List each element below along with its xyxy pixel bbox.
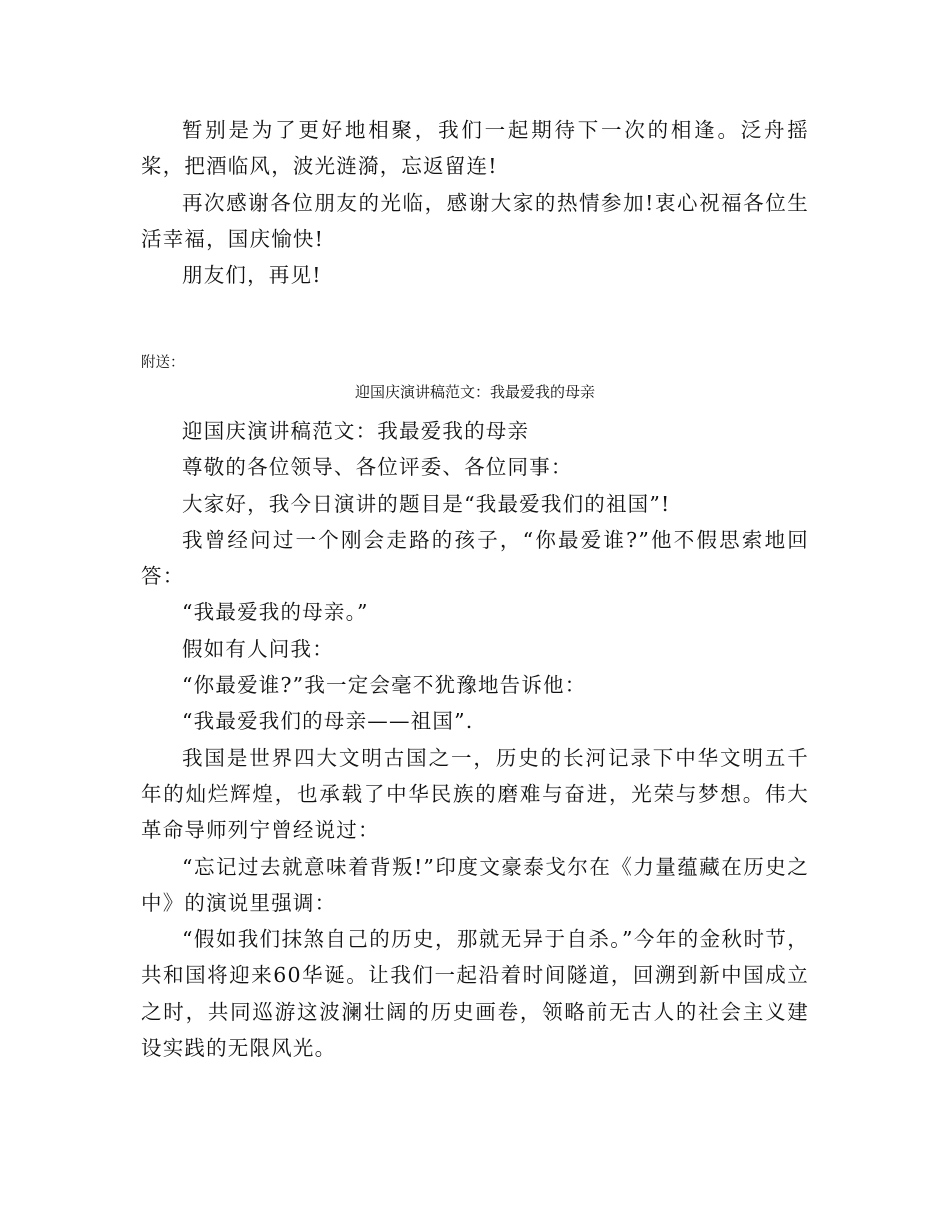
speech-paragraph: 大家好，我今日演讲的题目是“我最爱我们的祖国”! [182,491,671,516]
speech-paragraph: “我最爱我们的母亲——祖国”. [182,709,474,734]
appendix-label: 附送： [141,355,185,371]
appendix-title: 迎国庆演讲稿范文：我最爱我的母亲 [354,383,595,401]
speech-body [141,413,809,1066]
speech-paragraph: “忘记过去就意味着背叛!”印度文豪泰戈尔在《力量蕴藏在历史之中》的演说里强调： [141,854,809,915]
speech-paragraph: “我最爱我的母亲。” [182,600,369,625]
closing-paragraph-3: 朋友们，再见! [182,263,322,288]
speech-paragraph: 我国是世界四大文明古国之一，历史的长河记录下中华文明五千年的灿烂辉煌，也承载了中华民族的磨难与奋进，光荣与梦想。伟大革命导师列宁曾经说过： [141,745,809,843]
closing-paragraph-1: 暂别是为了更好地相聚，我们一起期待下一次的相逢。泛舟摇桨，把酒临风，波光涟漪，忘返留连! [141,118,809,179]
speech-paragraph: “你最爱谁?”我一定会毫不犹豫地告诉他： [182,673,587,698]
closing-paragraph-2: 再次感谢各位朋友的光临，感谢大家的热情参加!衷心祝福各位生活幸福，国庆愉快! [141,190,809,251]
speech-paragraph: 我曾经问过一个刚会走路的孩子，“你最爱谁?”他不假思索地回答： [141,527,809,589]
speech-paragraph: “假如我们抹煞自己的历史，那就无异于自杀。”今年的金秋时节，共和国将迎来60华诞。让我们一起沿着时间隧道，回溯到新中国成立之时，共同巡游这波澜壮阔的历史画卷，领略前无古人的社会主义建设实践的无限风光。 [141,927,809,1061]
speech-paragraph: 尊敬的各位领导、各位评委、各位同事： [182,455,573,480]
closing-section [141,112,809,293]
speech-paragraph: 迎国庆演讲稿范文：我最爱我的母亲 [182,419,530,443]
speech-paragraph: 假如有人问我： [182,636,334,661]
